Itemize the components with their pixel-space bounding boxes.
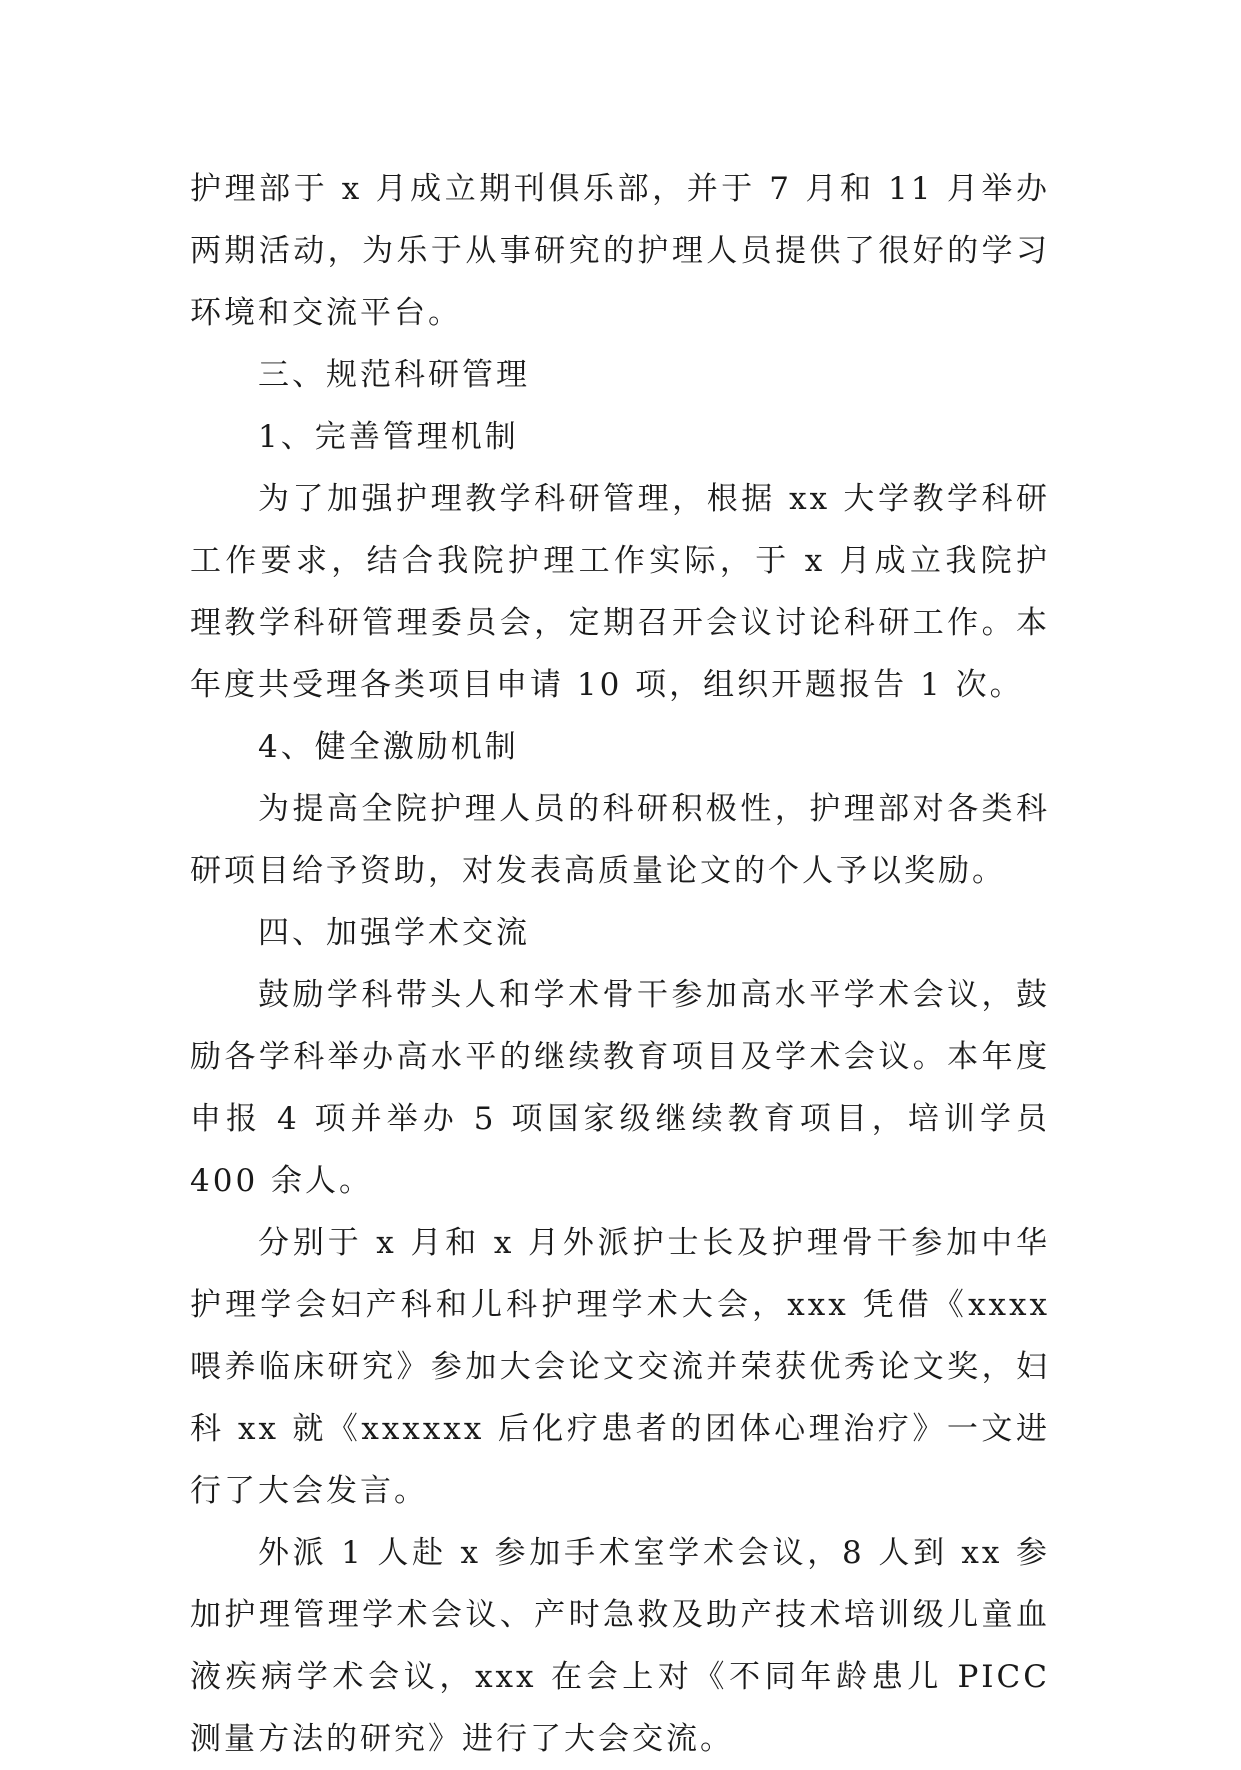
paragraph-journal-club: 护理部于 x 月成立期刊俱乐部，并于 7 月和 11 月举办两期活动，为乐于从事研究的护理人员提供了很好的学习环境和交流平台。 — [190, 171, 1050, 331]
paragraph-incentives: 为提高全院护理人员的科研积极性，护理部对各类科研项目给予资助，对发表高质量论文的个人予以奖励。 — [190, 791, 1050, 889]
section-heading-academic-exchange: 四、加强学术交流 — [258, 915, 530, 951]
paragraph-external-conferences: 外派 1 人赴 x 参加手术室学术会议，8 人到 xx 参加护理管理学术会议、产时急救及助产技术培训级儿童血液疾病学术会议，xxx 在会上对《不同年龄患儿 PICC 测量方法的研究》进行了大会交流。 — [190, 1535, 1050, 1757]
subheading-management-mechanism: 1、完善管理机制 — [258, 419, 519, 455]
subheading-incentive-mechanism: 4、健全激励机制 — [258, 729, 519, 765]
section-heading-research-management: 三、规范科研管理 — [258, 357, 530, 393]
paragraph-continuing-education: 鼓励学科带头人和学术骨干参加高水平学术会议，鼓励各学科举办高水平的继续教育项目及学术会议。本年度申报 4 项并举办 5 项国家级继续教育项目，培训学员 400 余人。 — [190, 977, 1050, 1199]
paragraph-conference-attendance: 分别于 x 月和 x 月外派护士长及护理骨干参加中华护理学会妇产科和儿科护理学术大会，xxx 凭借《xxxx 喂养临床研究》参加大会论文交流并荣获优秀论文奖，妇科 xx 就《xxxxxx 后化疗患者的团体心理治疗》一文进行了大会发言。 — [190, 1225, 1050, 1509]
paragraph-management-committee: 为了加强护理教学科研管理，根据 xx 大学教学科研工作要求，结合我院护理工作实际，于 x 月成立我院护理教学科研管理委员会，定期召开会议讨论科研工作。本年度共受理各类项目申请 10 项，组织开题报告 1 次。 — [190, 481, 1050, 703]
document-body — [190, 158, 1050, 1770]
